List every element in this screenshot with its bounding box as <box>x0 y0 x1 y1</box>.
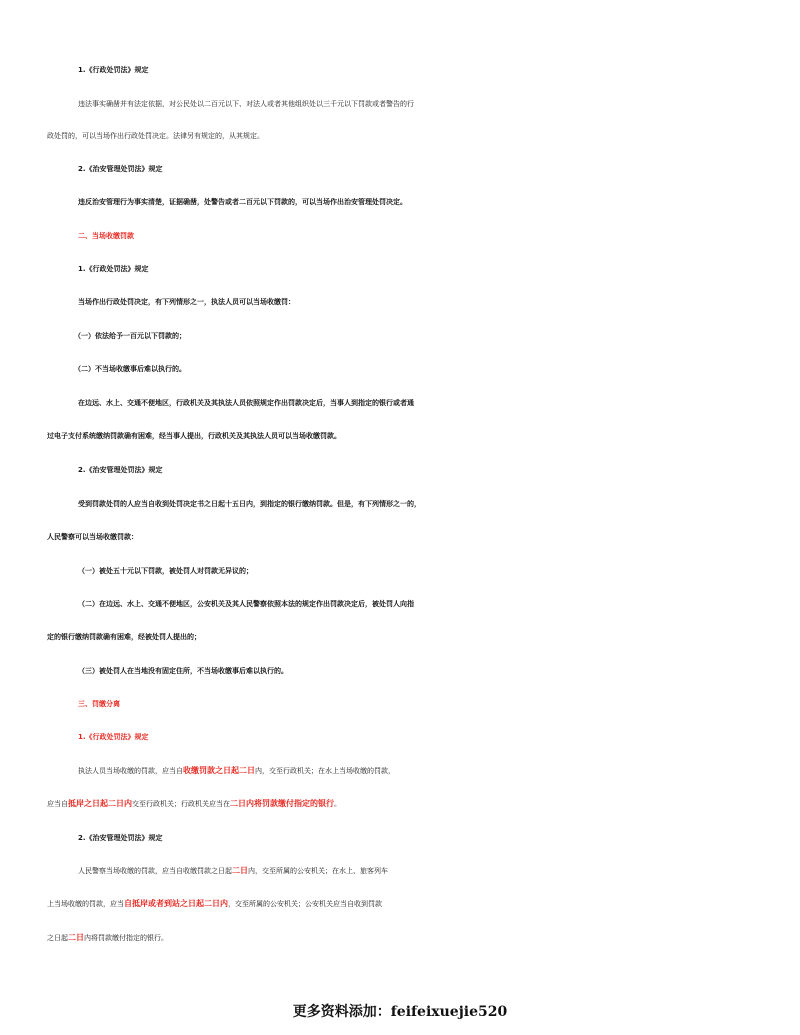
list-item <box>0 327 800 345</box>
text-segment: 之日起 <box>47 934 68 942</box>
highlight-text: 二日内将罚款缴付指定的银行 <box>230 799 334 808</box>
text-segment: 定的银行缴纳罚款确有困难，经被处罚人提出的； <box>47 633 201 641</box>
text-segment: （一）依法给予一百元以下罚款的； <box>74 332 186 340</box>
text-segment: 2.《治安管理处罚法》规定 <box>78 834 163 842</box>
list-item <box>0 595 800 613</box>
text-segment: 在边远、水上、交通不便地区，行政机关及其执法人员依照规定作出罚款决定后，当事人到指定的银行或者通 <box>78 399 414 407</box>
paragraph-line <box>0 293 800 311</box>
paragraph-line <box>0 495 800 513</box>
text-segment: 受到罚款处罚的人应当自收到处罚决定书之日起十五日内，到指定的银行缴纳罚款。但是，有下列情形之一的， <box>78 500 421 508</box>
text-segment: 违法事实确凿并有法定依据，对公民处以二百元以下、对法人或者其他组织处以三千元以下罚款或者警告的行 <box>78 100 414 108</box>
text-segment: （二）不当场收缴事后难以执行的。 <box>74 365 186 373</box>
highlight-text: 二日 <box>68 933 84 942</box>
text-segment: 内，交至行政机关；在水上当场收缴的罚款， <box>255 767 395 775</box>
paragraph-line <box>0 795 800 813</box>
paragraph-line <box>0 127 800 145</box>
text-segment: 。 <box>334 800 341 808</box>
text-segment: 1.《行政处罚法》规定 <box>78 66 149 74</box>
highlight-text: 自抵岸或者到站之日起二日内 <box>124 899 228 908</box>
heading-public-security-law-2 <box>0 461 800 479</box>
text-segment: 上当场收缴的罚款，应当 <box>47 900 124 908</box>
highlight-text: 收缴罚款之日起二日 <box>183 766 255 775</box>
footer-note: 更多资料添加：feifeixuejie520 <box>292 1004 508 1020</box>
text-segment: 二、当场收缴罚款 <box>78 232 134 240</box>
text-segment: 1.《行政处罚法》规定 <box>78 733 149 741</box>
text-segment: 内将罚款缴付指定的银行。 <box>84 934 168 942</box>
text-segment: 三、罚缴分离 <box>78 700 120 708</box>
paragraph-line <box>0 895 800 913</box>
list-item <box>0 360 800 378</box>
text-segment: 2.《治安管理处罚法》规定 <box>78 466 163 474</box>
paragraph-line <box>0 193 800 211</box>
text-segment: （二）在边远、水上、交通不便地区，公安机关及其人民警察依照本法的规定作出罚款决定后，被处罚人向指 <box>78 600 414 608</box>
list-item-continuation <box>0 628 800 646</box>
section-heading-on-site-collection <box>0 227 800 245</box>
text-segment: 执法人员当场收缴的罚款，应当自 <box>78 767 183 775</box>
paragraph-line <box>0 394 800 412</box>
paragraph-line <box>0 762 800 780</box>
text-segment: 2.《治安管理处罚法》规定 <box>78 165 163 173</box>
text-segment: 过电子支付系统缴纳罚款确有困难，经当事人提出，行政机关及其执法人员可以当场收缴罚款。 <box>47 432 341 440</box>
text-segment: （一）被处五十元以下罚款，被处罚人对罚款无异议的； <box>78 567 253 575</box>
text-segment: 内，交至所属的公安机关；在水上、旅客列车 <box>248 867 388 875</box>
text-segment: （三）被处罚人在当地没有固定住所，不当场收缴事后难以执行的。 <box>78 667 288 675</box>
paragraph-line <box>0 528 800 546</box>
text-segment: 违反治安管理行为事实清楚，证据确凿，处警告或者二百元以下罚款的，可以当场作出治安管理处罚决定。 <box>78 198 407 206</box>
paragraph-line <box>0 862 800 880</box>
heading-public-security-law-3 <box>0 829 800 847</box>
text-segment: 1.《行政处罚法》规定 <box>78 265 149 273</box>
heading-admin-penalty-law-3 <box>0 728 800 746</box>
section-heading-separation <box>0 695 800 713</box>
heading-public-security-law-1 <box>0 160 800 178</box>
paragraph-line <box>0 929 800 947</box>
text-segment: ，交至所属的公安机关；公安机关应当自收到罚款 <box>228 900 382 908</box>
text-segment: 人民警察当场收缴的罚款，应当自收缴罚款之日起 <box>78 867 232 875</box>
heading-admin-penalty-law-2 <box>0 260 800 278</box>
highlight-text: 抵岸之日起二日内 <box>68 799 132 808</box>
list-item <box>0 662 800 680</box>
text-segment: 当场作出行政处罚决定，有下列情形之一，执法人员可以当场收缴罚： <box>78 298 295 306</box>
highlight-text: 二日 <box>232 866 248 875</box>
text-segment: 交至行政机关；行政机关应当在 <box>132 800 230 808</box>
heading-admin-penalty-law-1 <box>0 61 800 79</box>
paragraph-line <box>0 95 800 113</box>
paragraph-line <box>0 427 800 445</box>
list-item <box>0 562 800 580</box>
text-segment: 政处罚的，可以当场作出行政处罚决定。法律另有规定的，从其规定。 <box>47 132 264 140</box>
text-segment: 人民警察可以当场收缴罚款： <box>47 533 138 541</box>
text-segment: 应当自 <box>47 800 68 808</box>
